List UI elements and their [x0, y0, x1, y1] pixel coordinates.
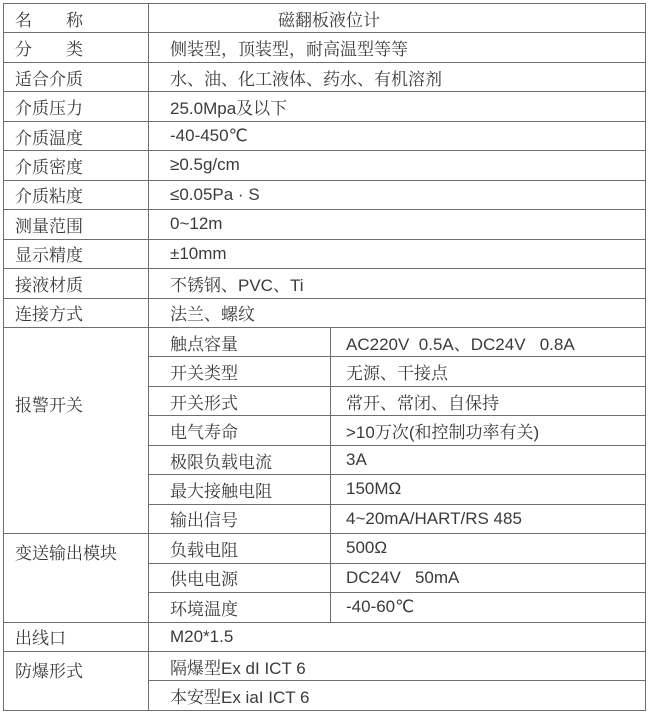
name-value: 磁翻板液位计: [149, 4, 646, 33]
row-wetted-material: [4, 269, 646, 298]
display-accuracy-value: ±10mm: [149, 239, 646, 268]
limit-load-current-value: 3A: [331, 445, 646, 474]
cable-entry-label: 出线口: [4, 622, 149, 651]
contact-capacity-label: 触点容量: [149, 327, 331, 356]
connection-type-label: 连接方式: [4, 298, 149, 327]
row-category: [4, 33, 646, 62]
transmitter-module-label: 变送输出模块: [4, 534, 149, 622]
connection-type-value: 法兰、螺纹: [149, 298, 646, 327]
ambient-temperature-label: 环境温度: [149, 593, 331, 622]
intrinsic-safety-value: 本安型Ex iaI ICT 6: [149, 681, 646, 711]
medium-pressure-value: 25.0Mpa及以下: [149, 92, 646, 121]
power-supply-label: 供电电源: [149, 563, 331, 592]
medium-pressure-label: 介质压力: [4, 92, 149, 121]
ambient-temperature-value: -40-60℃: [331, 593, 646, 622]
switch-type-value: 无源、干接点: [331, 357, 646, 386]
suitable-medium-label: 适合介质: [4, 62, 149, 91]
row-suitable-medium: [4, 62, 646, 91]
explosion-proof-label: 防爆形式: [4, 651, 149, 710]
load-resistance-label: 负载电阻: [149, 534, 331, 563]
row-load-resistance: [4, 534, 646, 563]
row-name: [4, 4, 646, 33]
electrical-life-label: 电气寿命: [149, 416, 331, 445]
medium-viscosity-value: ≤0.05Pa · S: [149, 180, 646, 209]
power-supply-value: DC24V 50mA: [331, 563, 646, 592]
medium-density-value: ≥0.5g/cm: [149, 151, 646, 180]
row-medium-pressure: [4, 92, 646, 121]
row-medium-temperature: [4, 121, 646, 150]
limit-load-current-label: 极限负载电流: [149, 445, 331, 474]
wetted-material-value: 不锈钢、PVC、Ti: [149, 269, 646, 298]
row-display-accuracy: [4, 239, 646, 268]
row-contact-capacity: [4, 327, 646, 356]
row-medium-density: [4, 151, 646, 180]
contact-capacity-value: AC220V 0.5A、DC24V 0.8A: [331, 327, 646, 356]
max-contact-resistance-label: 最大接触电阻: [149, 475, 331, 504]
suitable-medium-value: 水、油、化工液体、药水、有机溶剂: [149, 62, 646, 91]
medium-density-label: 介质密度: [4, 151, 149, 180]
alarm-switch-label: 报警开关: [4, 327, 149, 533]
medium-viscosity-label: 介质粘度: [4, 180, 149, 209]
name-label: 名 称: [4, 4, 149, 33]
load-resistance-value: 500Ω: [331, 534, 646, 563]
wetted-material-label: 接液材质: [4, 269, 149, 298]
switch-type-label: 开关类型: [149, 357, 331, 386]
output-signal-value: 4~20mA/HART/RS 485: [331, 504, 646, 533]
electrical-life-value: >10万次(和控制功率有关): [331, 416, 646, 445]
output-signal-label: 输出信号: [149, 504, 331, 533]
flameproof-value: 隔爆型Ex dI ICT 6: [149, 651, 646, 680]
row-cable-entry: [4, 622, 646, 651]
switch-form-label: 开关形式: [149, 386, 331, 415]
row-connection-type: [4, 298, 646, 327]
category-label: 分 类: [4, 33, 149, 62]
measuring-range-label: 测量范围: [4, 210, 149, 239]
row-flameproof: [4, 651, 646, 680]
medium-temperature-value: -40-450℃: [149, 121, 646, 150]
measuring-range-value: 0~12m: [149, 210, 646, 239]
max-contact-resistance-value: 150MΩ: [331, 475, 646, 504]
display-accuracy-label: 显示精度: [4, 239, 149, 268]
category-value: 侧装型，顶装型，耐高温型等等: [149, 33, 646, 62]
medium-temperature-label: 介质温度: [4, 121, 149, 150]
row-measuring-range: [4, 210, 646, 239]
row-medium-viscosity: [4, 180, 646, 209]
spec-table: [3, 3, 646, 711]
switch-form-value: 常开、常闭、自保持: [331, 386, 646, 415]
cable-entry-value: M20*1.5: [149, 622, 646, 651]
